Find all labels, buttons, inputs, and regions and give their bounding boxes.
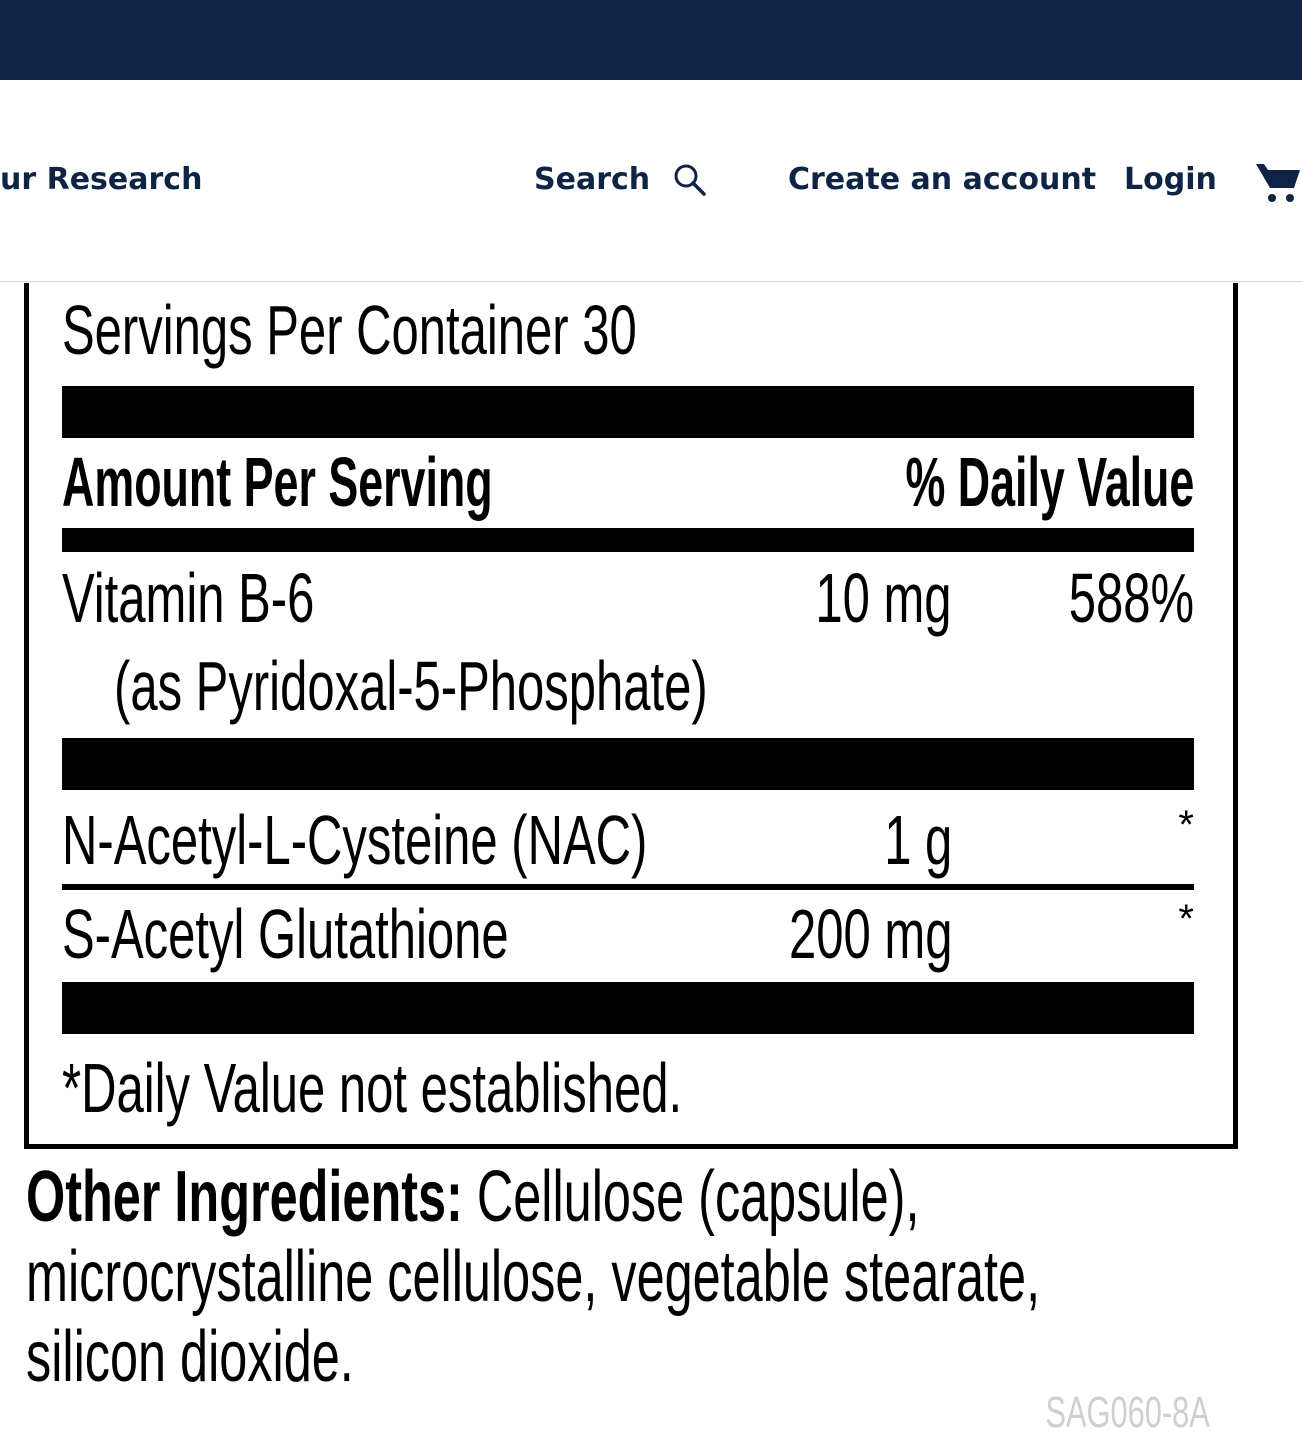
nutrient-name: S-Acetyl Glutathione xyxy=(62,895,509,973)
other-ingredients-text: Cellulose (capsule), xyxy=(462,1157,920,1237)
login-link[interactable]: Login xyxy=(1124,162,1217,197)
daily-value-footnote: *Daily Value not established. xyxy=(62,1049,683,1127)
thick-divider xyxy=(62,738,1194,790)
nutrient-daily-value: * xyxy=(1178,897,1194,941)
nutrient-form: (as Pyridoxal-5-Phosphate) xyxy=(114,647,708,725)
other-ingredients-heading: Other Ingredients: xyxy=(26,1157,463,1237)
thick-divider xyxy=(62,982,1194,1034)
amount-per-serving-heading: Amount Per Serving xyxy=(62,443,493,521)
daily-value-heading: % Daily Value xyxy=(905,443,1194,521)
nutrient-amount: 10 mg xyxy=(815,559,952,637)
thick-divider xyxy=(62,386,1194,438)
nutrient-amount: 1 g xyxy=(883,801,952,879)
nutrient-name: Vitamin B-6 xyxy=(62,559,315,637)
product-code: SAG060-8A xyxy=(1045,1388,1210,1437)
nav-link-research[interactable]: ur Research xyxy=(0,162,203,197)
search-icon[interactable] xyxy=(672,162,708,198)
nutrient-daily-value: 588% xyxy=(1068,559,1194,637)
other-ingredients-line xyxy=(26,1156,919,1238)
top-banner xyxy=(0,0,1302,80)
other-ingredients-line: silicon dioxide. xyxy=(26,1317,354,1397)
cart-icon[interactable] xyxy=(1254,160,1302,204)
create-account-link[interactable]: Create an account xyxy=(788,162,1097,197)
servings-per-container: Servings Per Container 30 xyxy=(62,291,637,369)
nutrient-amount: 200 mg xyxy=(788,895,952,973)
nutrient-daily-value: * xyxy=(1178,803,1194,847)
nutrient-name: N-Acetyl-L-Cysteine (NAC) xyxy=(62,801,648,879)
thin-divider xyxy=(62,884,1194,890)
navigation-bar xyxy=(0,80,1302,282)
medium-divider xyxy=(62,528,1194,552)
other-ingredients-line: microcrystalline cellulose, vegetable stearate, xyxy=(26,1237,1041,1317)
nav-link-search[interactable]: Search xyxy=(534,162,651,197)
